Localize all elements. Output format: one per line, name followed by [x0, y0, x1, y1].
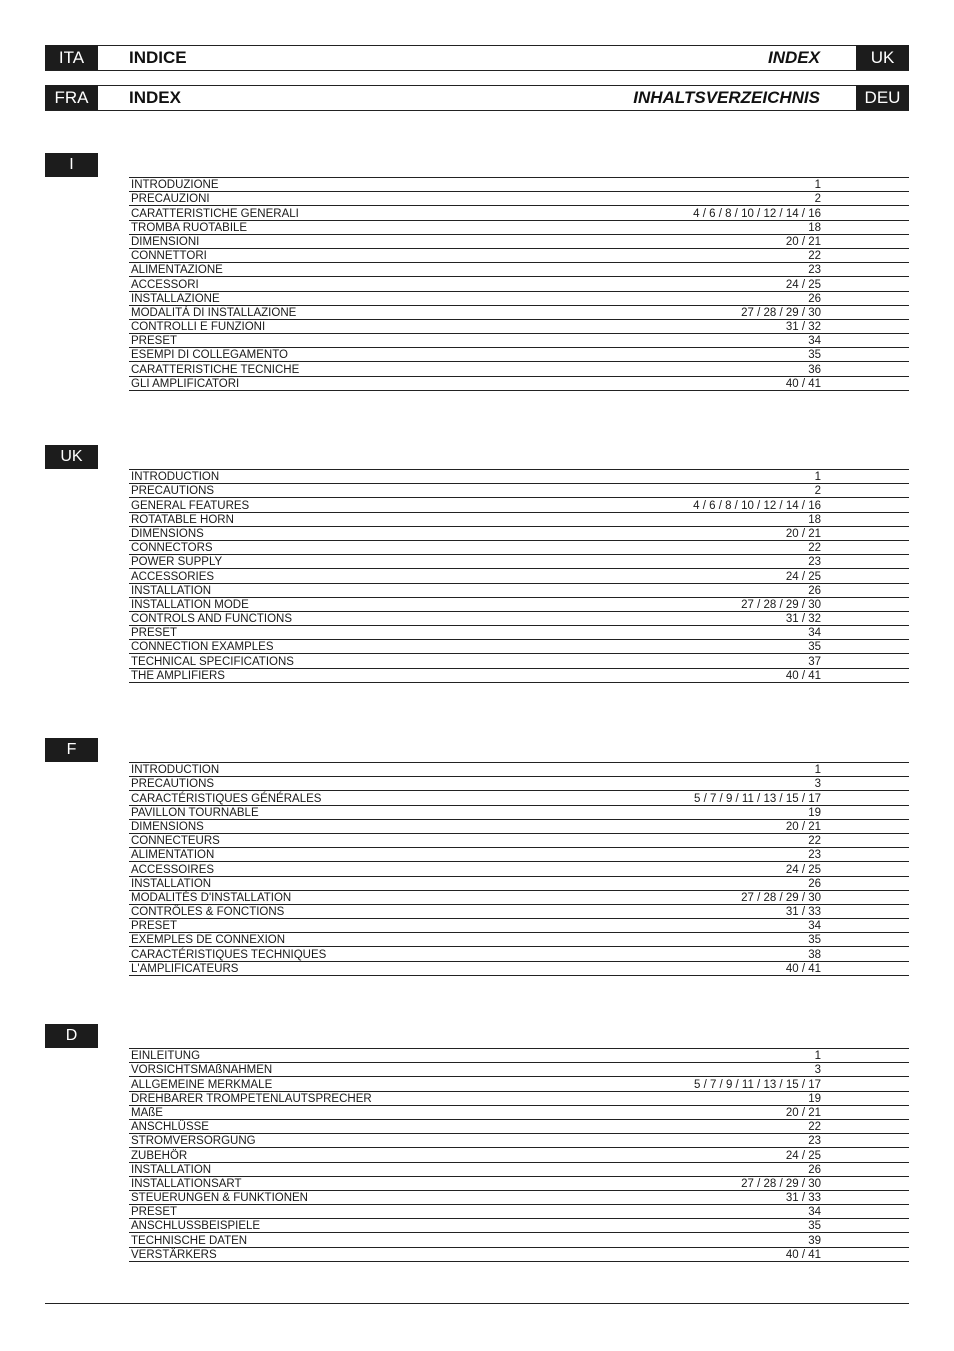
toc-entry-label: TECHNICAL SPECIFICATIONS — [131, 655, 294, 668]
toc-row — [129, 1205, 909, 1219]
toc-row — [129, 249, 909, 263]
toc-row — [129, 962, 909, 976]
toc-entry-label: TROMBA RUOTABILE — [131, 221, 248, 234]
header-title-index-fr: INDEX — [129, 88, 181, 107]
toc-entry-pages: 4 / 6 / 8 / 10 / 12 / 14 / 16 — [693, 499, 821, 512]
toc-row — [129, 348, 909, 362]
toc-entry-label: INTRODUCTION — [131, 471, 220, 484]
toc-row — [129, 306, 909, 320]
toc-list — [129, 762, 909, 976]
toc-entry-pages: 26 — [808, 292, 821, 305]
toc-entry-pages: 23 — [808, 264, 821, 277]
section-badge: UK — [45, 445, 98, 469]
toc-entry-pages: 27 / 28 / 29 / 30 — [741, 306, 821, 319]
toc-entry-label: INSTALLATION — [131, 1163, 212, 1176]
toc-entry-pages: 5 / 7 / 9 / 11 / 13 / 15 / 17 — [693, 792, 821, 805]
toc-entry-pages: 23 — [808, 1135, 821, 1148]
toc-entry-label: PRECAUTIONS — [131, 485, 215, 498]
toc-entry-pages: 40 / 41 — [785, 377, 821, 390]
toc-entry-label: EXEMPLES DE CONNEXION — [131, 934, 286, 947]
toc-entry-label: PRESET — [131, 1206, 178, 1219]
toc-entry-pages: 23 — [808, 849, 821, 862]
toc-entry-label: DIMENSIONI — [131, 235, 200, 248]
toc-entry-label: CONTROLS AND FUNCTIONS — [131, 613, 293, 626]
toc-entry-pages: 18 — [808, 513, 821, 526]
toc-row — [129, 862, 909, 876]
toc-row — [129, 320, 909, 334]
toc-row — [129, 221, 909, 235]
toc-entry-label: GENERAL FEATURES — [131, 499, 250, 512]
toc-row — [129, 1063, 909, 1077]
toc-entry-pages: 2 — [814, 485, 821, 498]
toc-entry-pages: 34 — [808, 627, 821, 640]
toc-entry-label: PRESET — [131, 920, 178, 933]
toc-entry-pages: 24 / 25 — [785, 863, 821, 876]
language-tag-ita: ITA — [45, 45, 98, 70]
toc-row — [129, 362, 909, 376]
toc-entry-pages: 2 — [814, 193, 821, 206]
toc-entry-pages: 22 — [808, 835, 821, 848]
toc-entry-pages: 23 — [808, 556, 821, 569]
toc-entry-label: CONNECTORS — [131, 542, 213, 555]
toc-entry-pages: 40 / 41 — [785, 1248, 821, 1261]
toc-entry-label: CONTROLLI E FUNZIONI — [131, 321, 266, 334]
toc-row — [129, 640, 909, 654]
toc-entry-pages: 24 / 25 — [785, 1149, 821, 1162]
toc-row — [129, 612, 909, 626]
toc-entry-label: CARATTERISTICHE GENERALI — [131, 207, 299, 220]
toc-entry-pages: 26 — [808, 877, 821, 890]
toc-list — [129, 1048, 909, 1262]
toc-row — [129, 654, 909, 668]
toc-row — [129, 891, 909, 905]
header-title-inhaltsverzeichnis: INHALTSVERZEICHNIS — [633, 88, 820, 107]
toc-row — [129, 947, 909, 961]
toc-row — [129, 834, 909, 848]
toc-entry-label: INSTALLATION — [131, 584, 212, 597]
toc-entry-label: ROTATABLE HORN — [131, 513, 234, 526]
toc-row — [129, 377, 909, 391]
toc-entry-pages: 20 / 21 — [785, 1106, 821, 1119]
toc-entry-label: POWER SUPPLY — [131, 556, 223, 569]
footer-rule — [45, 1303, 909, 1304]
toc-row — [129, 791, 909, 805]
toc-row — [129, 1191, 909, 1205]
toc-row — [129, 235, 909, 249]
toc-entry-pages: 22 — [808, 542, 821, 555]
toc-list — [129, 469, 909, 683]
toc-row — [129, 555, 909, 569]
toc-row — [129, 1120, 909, 1134]
toc-row — [129, 877, 909, 891]
toc-row — [129, 919, 909, 933]
language-tag-deu: DEU — [856, 85, 909, 110]
toc-entry-pages: 37 — [808, 655, 821, 668]
toc-entry-label: MAßE — [131, 1106, 163, 1119]
header-row-ita-uk — [45, 45, 909, 71]
toc-entry-pages: 3 — [814, 1064, 821, 1077]
toc-entry-pages: 1 — [814, 179, 821, 192]
toc-entry-pages: 34 — [808, 1206, 821, 1219]
toc-entry-label: DIMENSIONS — [131, 527, 204, 540]
toc-entry-pages: 4 / 6 / 8 / 10 / 12 / 14 / 16 — [693, 207, 821, 220]
toc-entry-pages: 22 — [808, 250, 821, 263]
toc-entry-label: VORSICHTSMAßNAHMEN — [131, 1064, 273, 1077]
toc-entry-pages: 35 — [808, 641, 821, 654]
toc-entry-label: TECHNISCHE DATEN — [131, 1234, 248, 1247]
toc-entry-label: ANSCHLÜSSE — [131, 1121, 209, 1134]
toc-entry-pages: 26 — [808, 1163, 821, 1176]
toc-entry-pages: 20 / 21 — [785, 820, 821, 833]
toc-row — [129, 263, 909, 277]
toc-entry-label: CARATTERISTICHE TECNICHE — [131, 363, 300, 376]
header-title-indice: INDICE — [129, 48, 187, 67]
toc-entry-pages: 1 — [814, 1050, 821, 1063]
toc-row — [129, 1077, 909, 1091]
toc-row — [129, 1106, 909, 1120]
toc-entry-pages: 1 — [814, 764, 821, 777]
language-tag-fra: FRA — [45, 85, 98, 110]
toc-row — [129, 1049, 909, 1063]
section-badge: F — [45, 738, 98, 762]
toc-entry-pages: 35 — [808, 934, 821, 947]
toc-row — [129, 777, 909, 791]
toc-entry-label: EINLEITUNG — [131, 1050, 201, 1063]
toc-entry-label: INSTALLATION MODE — [131, 598, 249, 611]
toc-row — [129, 1163, 909, 1177]
toc-row — [129, 484, 909, 498]
toc-entry-pages: 3 — [814, 778, 821, 791]
toc-entry-pages: 18 — [808, 221, 821, 234]
toc-row — [129, 1233, 909, 1247]
toc-row — [129, 513, 909, 527]
toc-entry-pages: 1 — [814, 471, 821, 484]
toc-row — [129, 848, 909, 862]
header-bottom-rule — [45, 110, 909, 111]
toc-entry-label: MODALITÉS D'INSTALLATION — [131, 891, 292, 904]
toc-entry-label: PRESET — [131, 335, 178, 348]
toc-row — [129, 669, 909, 683]
toc-row — [129, 1134, 909, 1148]
toc-entry-pages: 35 — [808, 349, 821, 362]
toc-row — [129, 470, 909, 484]
toc-entry-label: PRECAUTIONS — [131, 778, 215, 791]
toc-entry-pages: 19 — [808, 806, 821, 819]
toc-entry-pages: 27 / 28 / 29 / 30 — [741, 891, 821, 904]
toc-row — [129, 1148, 909, 1162]
toc-row — [129, 806, 909, 820]
toc-entry-label: CONTRÔLES & FONCTIONS — [131, 906, 285, 919]
toc-entry-label: STEUERUNGEN & FUNKTIONEN — [131, 1192, 308, 1205]
toc-entry-label: INSTALLAZIONE — [131, 292, 220, 305]
toc-entry-label: ACCESSORI — [131, 278, 199, 291]
toc-entry-label: MODALITÀ DI INSTALLAZIONE — [131, 306, 297, 319]
toc-entry-label: INTRODUZIONE — [131, 179, 219, 192]
toc-entry-label: ZUBEHÖR — [131, 1149, 188, 1162]
toc-row — [129, 206, 909, 220]
toc-entry-pages: 35 — [808, 1220, 821, 1233]
toc-row — [129, 1219, 909, 1233]
toc-entry-pages: 31 / 32 — [785, 613, 821, 626]
toc-row — [129, 905, 909, 919]
toc-entry-pages: 31 / 33 — [785, 1192, 821, 1205]
toc-entry-pages: 40 / 41 — [785, 962, 821, 975]
toc-entry-label: ACCESSOIRES — [131, 863, 215, 876]
toc-entry-pages: 31 / 33 — [785, 906, 821, 919]
toc-entry-label: CONNETTORI — [131, 250, 207, 263]
toc-entry-label: STROMVERSORGUNG — [131, 1135, 256, 1148]
toc-row — [129, 192, 909, 206]
toc-list — [129, 177, 909, 391]
toc-row — [129, 763, 909, 777]
toc-entry-pages: 27 / 28 / 29 / 30 — [741, 598, 821, 611]
toc-entry-label: PAVILLON TOURNABLE — [131, 806, 259, 819]
section-badge: D — [45, 1024, 98, 1048]
toc-entry-pages: 20 / 21 — [785, 527, 821, 540]
toc-row — [129, 598, 909, 612]
toc-entry-pages: 22 — [808, 1121, 821, 1134]
toc-entry-label: CARACTÉRISTIQUES GÉNÉRALES — [131, 792, 322, 805]
toc-entry-label: VERSTÄRKERS — [131, 1248, 217, 1261]
toc-entry-label: PRECAUZIONI — [131, 193, 210, 206]
toc-row — [129, 569, 909, 583]
toc-entry-label: DIMENSIONS — [131, 820, 204, 833]
toc-row — [129, 277, 909, 291]
toc-entry-pages: 31 / 32 — [785, 321, 821, 334]
toc-entry-label: INSTALLATION — [131, 877, 212, 890]
toc-entry-label: INSTALLATIONSART — [131, 1177, 242, 1190]
toc-entry-pages: 26 — [808, 584, 821, 597]
toc-entry-label: CONNECTEURS — [131, 835, 220, 848]
toc-entry-pages: 5 / 7 / 9 / 11 / 13 / 15 / 17 — [693, 1078, 821, 1091]
toc-row — [129, 1248, 909, 1262]
toc-row — [129, 334, 909, 348]
header-row-fra-deu — [45, 85, 909, 111]
toc-entry-pages: 36 — [808, 363, 821, 376]
header-title-index: INDEX — [768, 48, 820, 67]
toc-row — [129, 1177, 909, 1191]
toc-entry-pages: 24 / 25 — [785, 278, 821, 291]
toc-entry-pages: 38 — [808, 948, 821, 961]
toc-entry-label: ALIMENTAZIONE — [131, 264, 223, 277]
toc-row — [129, 1092, 909, 1106]
toc-entry-pages: 34 — [808, 920, 821, 933]
toc-entry-pages: 27 / 28 / 29 / 30 — [741, 1177, 821, 1190]
toc-row — [129, 178, 909, 192]
toc-entry-label: INTRODUCTION — [131, 764, 220, 777]
toc-entry-label: CONNECTION EXAMPLES — [131, 641, 274, 654]
language-tag-uk: UK — [856, 45, 909, 70]
toc-row — [129, 541, 909, 555]
toc-entry-label: ACCESSORIES — [131, 570, 215, 583]
header-bottom-rule — [45, 70, 909, 71]
toc-row — [129, 292, 909, 306]
toc-entry-label: THE AMPLIFIERS — [131, 669, 225, 682]
toc-entry-pages: 34 — [808, 335, 821, 348]
toc-entry-label: DREHBARER TROMPETENLAUTSPRECHER — [131, 1092, 372, 1105]
toc-entry-label: L'AMPLIFICATEURS — [131, 962, 239, 975]
toc-entry-label: CARACTÉRISTIQUES TECHNIQUES — [131, 948, 327, 961]
toc-row — [129, 820, 909, 834]
toc-entry-pages: 20 / 21 — [785, 235, 821, 248]
toc-entry-label: ALLGEMEINE MERKMALE — [131, 1078, 273, 1091]
toc-entry-pages: 19 — [808, 1092, 821, 1105]
toc-entry-label: ALIMENTATION — [131, 849, 215, 862]
toc-row — [129, 933, 909, 947]
section-badge: I — [45, 153, 98, 177]
toc-entry-label: PRESET — [131, 627, 178, 640]
toc-entry-label: GLI AMPLIFICATORI — [131, 377, 240, 390]
toc-entry-label: ESEMPI DI COLLEGAMENTO — [131, 349, 288, 362]
toc-entry-pages: 24 / 25 — [785, 570, 821, 583]
toc-entry-pages: 39 — [808, 1234, 821, 1247]
toc-row — [129, 527, 909, 541]
toc-row — [129, 584, 909, 598]
toc-row — [129, 626, 909, 640]
toc-entry-pages: 40 / 41 — [785, 669, 821, 682]
toc-row — [129, 498, 909, 512]
toc-entry-label: ANSCHLUSSBEISPIELE — [131, 1220, 261, 1233]
